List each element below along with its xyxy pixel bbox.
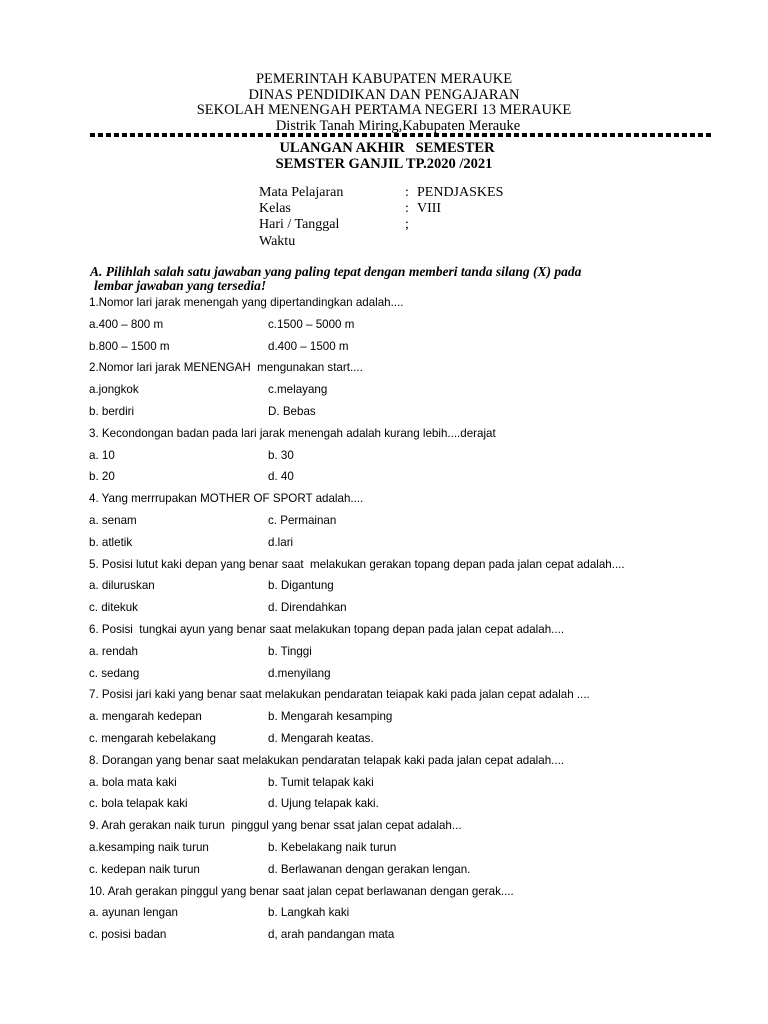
options-row bbox=[89, 924, 729, 946]
question-list bbox=[89, 292, 729, 946]
option: a. rendah bbox=[89, 644, 138, 658]
question-5: 5. Posisi lutut kaki depan yang benar saat melakukan gerakan topang depan pada jalan cepat adalah.... bbox=[89, 557, 625, 571]
meta-colon bbox=[405, 234, 417, 250]
exam-meta bbox=[259, 185, 503, 250]
option: c. bola telapak kaki bbox=[89, 797, 188, 811]
options-row bbox=[89, 336, 729, 358]
meta-colon: ; bbox=[405, 217, 409, 233]
option: a. bola mata kaki bbox=[89, 775, 177, 789]
option: a. senam bbox=[89, 513, 137, 527]
meta-label: Kelas bbox=[259, 201, 291, 217]
options-row bbox=[89, 510, 729, 532]
option: d.menyilang bbox=[268, 666, 331, 680]
options-row bbox=[89, 837, 729, 859]
question-2: 2.Nomor lari jarak MENENGAH mengunakan start.... bbox=[89, 361, 363, 375]
instructions bbox=[90, 265, 690, 292]
option: d.400 – 1500 m bbox=[268, 339, 349, 353]
option: a. diluruskan bbox=[89, 579, 155, 593]
question-8: 8. Dorangan yang benar saat melakukan pendaratan telapak kaki pada jalan cepat adalah.... bbox=[89, 753, 565, 767]
meta-label: Mata Pelajaran bbox=[259, 185, 344, 200]
meta-row-class bbox=[259, 201, 503, 217]
options-row bbox=[89, 379, 729, 401]
option: b. berdiri bbox=[89, 404, 135, 418]
exam-title-line1: ULANGAN AKHIR SEMESTER bbox=[279, 140, 495, 156]
meta-colon: : bbox=[405, 201, 409, 217]
instruction-line2: lembar jawaban yang tersedia! bbox=[94, 277, 267, 293]
option: b. Digantung bbox=[268, 579, 334, 593]
meta-colon: : bbox=[405, 185, 409, 200]
option: c.melayang bbox=[268, 383, 328, 397]
question-3: 3. Kecondongan badan pada lari jarak menengah adalah kurang lebih....derajat bbox=[89, 426, 496, 440]
options-row bbox=[89, 314, 729, 336]
meta-row-date bbox=[259, 217, 503, 233]
meta-label: Hari / Tanggal bbox=[259, 217, 340, 233]
option: c. ditekuk bbox=[89, 601, 138, 615]
option: b. atletik bbox=[89, 535, 133, 549]
options-row bbox=[89, 728, 729, 750]
question-10: 10. Arah gerakan pinggul yang benar saat jalan cepat berlawanan dengan gerak.... bbox=[89, 884, 514, 898]
header-line-school: SEKOLAH MENENGAH PERTAMA NEGERI 13 MERAUKE bbox=[196, 102, 572, 118]
options-row bbox=[89, 902, 729, 924]
options-row bbox=[89, 575, 729, 597]
meta-row-subject bbox=[259, 185, 503, 201]
option: b. Langkah kaki bbox=[268, 906, 350, 920]
option: c. Permainan bbox=[268, 513, 337, 527]
option: d. 40 bbox=[268, 470, 294, 484]
option: c. mengarah kebelakang bbox=[89, 731, 216, 745]
option: b. Tumit telapak kaki bbox=[268, 775, 374, 789]
exam-title-line2: SEMSTER GANJIL TP.2020 /2021 bbox=[275, 155, 493, 172]
header-line-district: Distrik Tanah Miring,Kabupaten Merauke bbox=[275, 117, 521, 134]
exam-title bbox=[0, 141, 768, 172]
options-row bbox=[89, 641, 729, 663]
option: d. Direndahkan bbox=[268, 601, 347, 615]
options-row bbox=[89, 401, 729, 423]
meta-value: VIII bbox=[417, 201, 442, 217]
option: a.400 – 800 m bbox=[89, 317, 164, 331]
options-row bbox=[89, 597, 729, 619]
question-4: 4. Yang merrrupakan MOTHER OF SPORT adalah.... bbox=[89, 492, 364, 506]
options-row bbox=[89, 663, 729, 685]
option: a. ayunan lengan bbox=[89, 906, 178, 920]
instruction-line1: A. Pilihlah salah satu jawaban yang paling tepat dengan memberi tanda silang (X) pada bbox=[90, 264, 582, 279]
meta-label: Waktu bbox=[259, 233, 296, 249]
option: b. Kebelakang naik turun bbox=[268, 840, 397, 854]
option: c. posisi badan bbox=[89, 928, 167, 942]
option: a.jongkok bbox=[89, 383, 139, 397]
question-6: 6. Posisi tungkai ayun yang benar saat melakukan topang depan pada jalan cepat adalah.... bbox=[89, 622, 565, 636]
question-7: 7. Posisi jari kaki yang benar saat melakukan pendaratan teiapak kaki pada jalan cepat adalah .... bbox=[89, 688, 590, 702]
option: c. sedang bbox=[89, 666, 140, 680]
meta-row-time bbox=[259, 234, 503, 250]
school-header bbox=[0, 72, 768, 134]
option: c.1500 – 5000 m bbox=[268, 317, 355, 331]
header-line-department: DINAS PENDIDIKAN DAN PENGAJARAN bbox=[248, 86, 520, 103]
option: d. Mengarah keatas. bbox=[268, 731, 374, 745]
option: D. Bebas bbox=[268, 404, 316, 418]
option: b.800 – 1500 m bbox=[89, 339, 170, 353]
options-row bbox=[89, 706, 729, 728]
options-row bbox=[89, 859, 729, 881]
question-9: 9. Arah gerakan naik turun pinggul yang benar ssat jalan cepat adalah... bbox=[89, 819, 462, 833]
options-row bbox=[89, 793, 729, 815]
option: b. 30 bbox=[268, 448, 294, 462]
option: d.lari bbox=[268, 535, 294, 549]
option: d, arah pandangan mata bbox=[268, 928, 395, 942]
option: d. Berlawanan dengan gerakan lengan. bbox=[268, 862, 471, 876]
option: c. kedepan naik turun bbox=[89, 862, 200, 876]
option: d. Ujung telapak kaki. bbox=[268, 797, 379, 811]
options-row bbox=[89, 532, 729, 554]
option: a.kesamping naik turun bbox=[89, 840, 209, 854]
header-line-government: PEMERINTAH KABUPATEN MERAUKE bbox=[255, 71, 513, 87]
option: a. 10 bbox=[89, 448, 115, 462]
option: b. Tinggi bbox=[268, 644, 312, 658]
question-1: 1.Nomor lari jarak menengah yang dipertandingkan adalah.... bbox=[89, 296, 404, 309]
options-row bbox=[89, 445, 729, 467]
option: b. Mengarah kesamping bbox=[268, 710, 393, 724]
options-row bbox=[89, 772, 729, 794]
option: b. 20 bbox=[89, 470, 115, 484]
meta-value: PENDJASKES bbox=[417, 185, 504, 200]
options-row bbox=[89, 466, 729, 488]
option: a. mengarah kedepan bbox=[89, 710, 202, 724]
header-divider bbox=[90, 133, 712, 137]
